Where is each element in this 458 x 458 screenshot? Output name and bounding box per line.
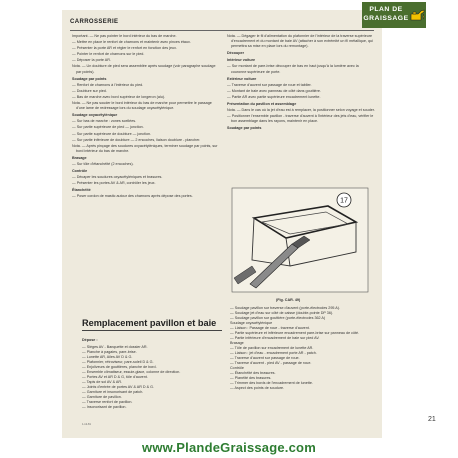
- paragraph: — Soudage pavillon sur traverse d'auvent (porte-électrodes 295 A).: [230, 306, 340, 310]
- paragraph: — Doublure sur pied.: [72, 88, 107, 93]
- paragraph: — Décaper les soudures oxyacétyléniques et brasures.: [72, 175, 163, 180]
- paragraph: — Renfort de charnons à l'intérieur du pied.: [72, 82, 144, 87]
- left-column-text: [72, 34, 220, 201]
- figure-number: 17: [340, 197, 348, 205]
- depose-item: — Ensemble climatiseur, essuie-glace, colonne de direction.: [82, 370, 181, 374]
- paragraph: — Partie supérieure et inférieure encadrement pare-brise sur panneau de côté.: [230, 331, 360, 335]
- paragraph: — Trimmer des bords de l'encadrement de lunette.: [230, 381, 313, 385]
- paragraph: Nota. — Après pinçage des soudures oxyacétyléniques, terminer soudage par points, sur bord intérieur du bas de marche.: [72, 143, 218, 153]
- paragraph: Nota. — Ne pas souder le bord intérieur du bas de marche pour permettre le passage d'une lame de redressage lors du soudage oxyacétylénique.: [72, 101, 212, 111]
- roof-welding-figure: [232, 188, 368, 292]
- paragraph: — Soudage pavillon sur gouttière (porte-électrodes 362 A): [230, 316, 326, 320]
- depose-item: — Plafonnier, rétroviseur, pare-soleil D & G.: [82, 360, 154, 364]
- paragraph: — Sur bas de marche : zones scellées.: [72, 119, 137, 124]
- subheading: Découper: [227, 51, 245, 56]
- paragraph: Important. — Ne pas pointer le bord intérieur du bas de marche.: [72, 34, 177, 38]
- paragraph: Nota. — Un doublure de pied sera assemblée après soudage (voir paragraphe soudage par points).: [72, 64, 216, 74]
- depose-item: — Joints d'entrée de portes AV & AR D & G.: [82, 385, 154, 389]
- subheading: Soudage oxyacétylénique: [72, 113, 118, 118]
- subheading: Brasage: [230, 341, 244, 345]
- paragraph: — Positionner l'ensemble pavillon - traverse d'auvent à l'intérieur des jets d'eau, vérifier le bon assemblage dans les rayons, maintenir en place.: [227, 114, 374, 124]
- figure-caption: (Fig. CAR. 49): [276, 298, 301, 302]
- paragraph: — Liaison : Passage de roue - traverse d'auvent.: [230, 326, 310, 330]
- paragraph: — Sur tôle d'étanchéité (2 encoches).: [72, 161, 134, 166]
- paragraph: — Aspect des points de soudure.: [230, 386, 285, 390]
- paragraph: — Sur partie supérieure de doublure — jonction.: [72, 131, 152, 136]
- page-header: [70, 18, 374, 31]
- depose-item: — Traverse renfort de pavillon.: [82, 400, 133, 404]
- print-code: 1-12-81: [82, 423, 91, 426]
- paragraph: — Montant de baie avec panneau de côté dans gouttière.: [227, 88, 321, 93]
- section-heading: CARROSSERIE: [70, 19, 119, 25]
- depose-item: — Garniture de pavillon.: [82, 395, 122, 399]
- depose-title: Dépose :: [82, 338, 98, 342]
- paragraph: — Mettre en place le renfort de charnons et maintenir avec pinces étaux.: [72, 40, 191, 45]
- paragraph: — Traverse d'auvent sur passage de roue.: [230, 356, 300, 360]
- logo-line-2: GRAISSAGE: [363, 15, 409, 22]
- subheading: Étanchéité: [72, 188, 91, 193]
- paragraph: — Déposer la porte AR.: [72, 58, 111, 63]
- paragraph: — Soudage jet d'eau sur côté de caisse (double-pointe DP 36).: [230, 311, 334, 315]
- oil-can-icon: [408, 6, 426, 26]
- depose-item: — Lunette AR, Ailes AV D & G.: [82, 355, 133, 359]
- paragraph: — Présenter les portes AV & AR, contrôler les jeux.: [72, 181, 156, 186]
- depose-item: — Portes AV et AR D & G, tôle d'auvent.: [82, 375, 148, 379]
- logo-line-1: PLAN DE: [369, 6, 403, 13]
- subheading: Contrôle: [72, 169, 88, 174]
- paragraph: — Planéité des brasures.: [230, 376, 272, 380]
- paragraph: — Pointer le renfort de charnons sur le pied.: [72, 52, 145, 57]
- right-bottom-text: [230, 306, 376, 391]
- paragraph: — Sur montant de pare-brise découper de bas en haut jusqu'à la lumière avec la couronne supérieure de porte.: [227, 64, 359, 74]
- paragraph: — Sur partie inférieure de doublure — 2 encoches, liaison doublure - plancher.: [72, 137, 201, 142]
- subheading: Présentation du pavillon et assemblage: [227, 102, 297, 107]
- paragraph: — Partie inférieure d'encadrement de baie sur pied AV.: [230, 336, 320, 340]
- subheading: Intérieur voiture: [227, 58, 256, 63]
- paragraph: Nota. — Dans le cas où la jet d'eau est à remplacer, la positionner selon voyage et souder.: [227, 108, 375, 113]
- subheading: Brasage: [72, 155, 87, 160]
- depose-item: — Sièges AV - Banquette et dossier AR.: [82, 345, 148, 349]
- paragraph: — Traverse d'auvent - pied AV - passage de roue.: [230, 361, 312, 365]
- depose-item: — Garniture et insonorisant de patch.: [82, 390, 144, 394]
- right-column-text: [227, 34, 375, 133]
- paragraph: — Sur partie supérieure de pied — jonction.: [72, 125, 144, 130]
- paragraph: — Étanchéité des brasures.: [230, 371, 276, 375]
- depose-item: — Enjoliveurs de gouttières, planche de bord.: [82, 365, 157, 369]
- depose-item: — Insonorisant de pavillon.: [82, 405, 127, 409]
- section-title: Remplacement pavillon et baie: [82, 318, 222, 331]
- depose-list: [82, 338, 220, 410]
- subheading: Soudage par points: [227, 126, 262, 131]
- paragraph: — Bas de marche avec bord supérieur de longeron (alu).: [72, 94, 166, 99]
- paragraph: — Tôle de pavillon sur encadrement de lunette AR.: [230, 346, 314, 350]
- paragraph: — Traverse d'auvent sur passage de roue et tablier.: [227, 82, 312, 87]
- depose-item: — Tapis de sol AV & AR.: [82, 380, 123, 384]
- subheading: Extérieur voiture: [227, 76, 257, 81]
- depose-item: — Planche à pagaies, pare-brise.: [82, 350, 137, 354]
- footer-url[interactable]: www.PlandeGraissage.com: [142, 440, 316, 455]
- subheading: Soudage par points: [72, 76, 107, 81]
- subheading: Soudage oxyacétylénique: [230, 321, 273, 325]
- paragraph: — Liaison : jet d'eau - encadrement porte AR - patch.: [230, 351, 317, 355]
- subheading: Contrôle: [230, 366, 244, 370]
- paragraph: — Poser cordon de mastic autour des charnons après dépose des portes.: [72, 194, 193, 199]
- page-number: 21: [428, 416, 436, 423]
- paragraph: Nota. — Dégager le fil d'alimentation du plafonnier de l'intérieur de la traverse supérieure d'encadrement et du montant de baie AV (attacher à son extrémité un fil métallique, qui permettra sa mise en place lors du remontage).: [227, 34, 373, 49]
- paragraph: — Partie AR avec partie supérieure encadrement lunette.: [227, 94, 321, 99]
- paragraph: — Présenter la porte AR et régler le renfort en fonction des jeux.: [72, 46, 177, 51]
- site-logo[interactable]: [362, 2, 426, 42]
